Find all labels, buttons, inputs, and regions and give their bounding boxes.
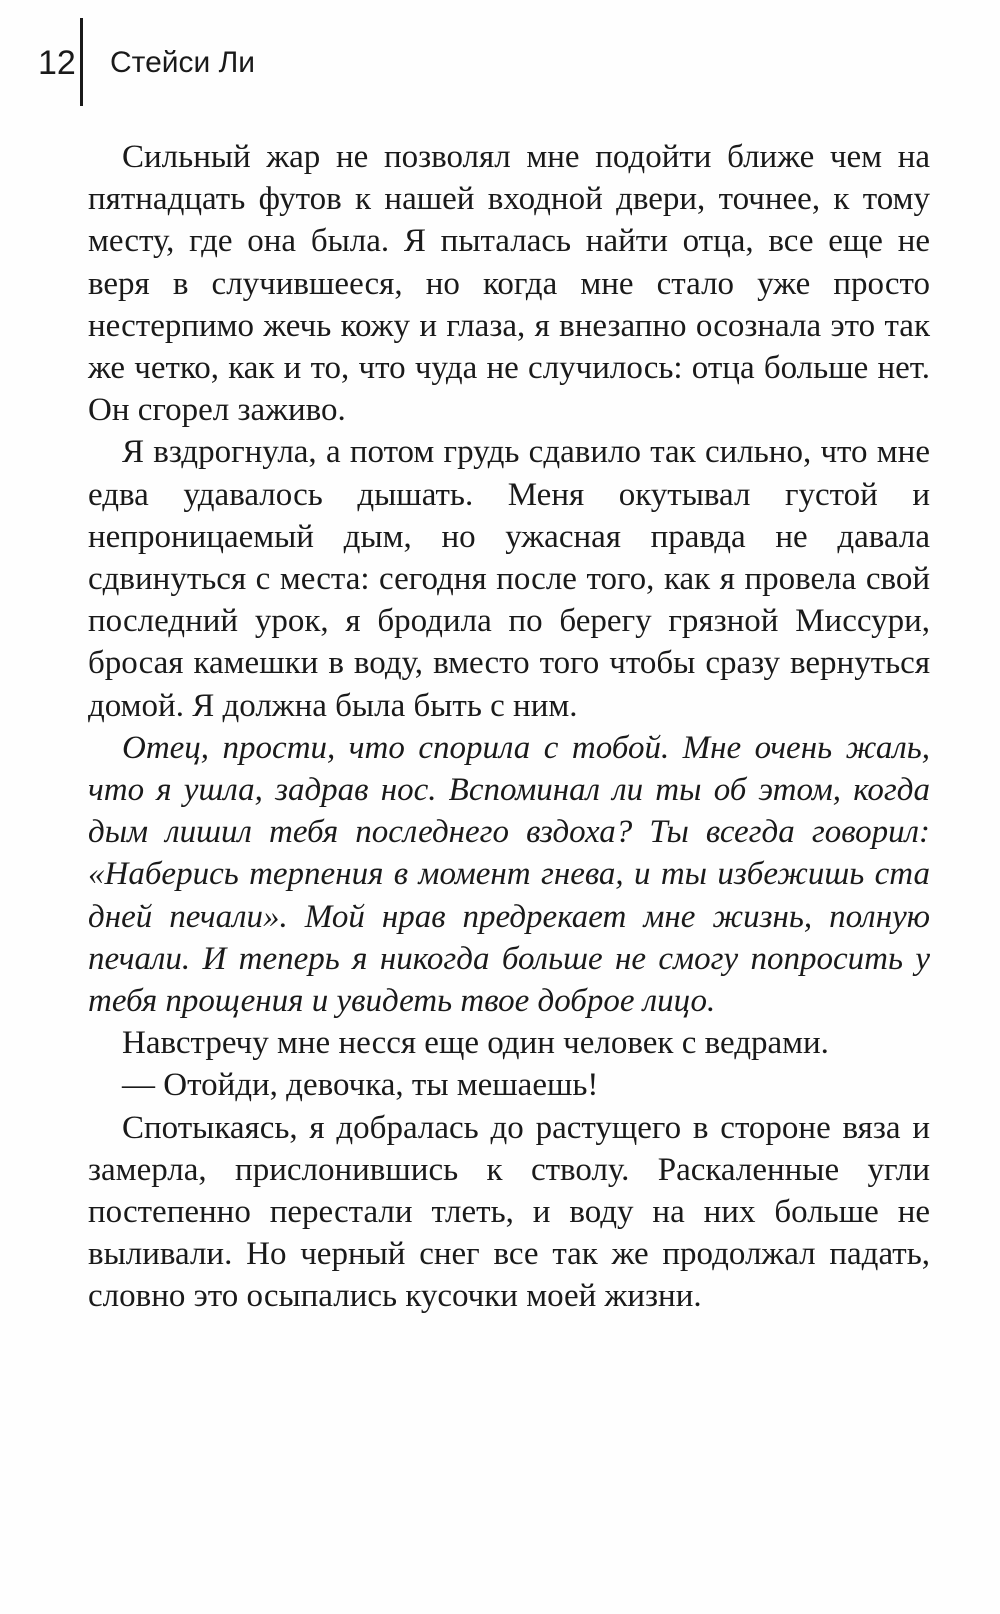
header-divider [80, 18, 83, 106]
paragraph: Я вздрогнула, а потом грудь сдавило так сильно, что мне едва удавалось дышать. Меня окутывал густой и непроницаемый дым, но ужасная правда не давала сдвинуться с места: сегодня после того, как я провела свой последний урок, я бродила по берегу грязной Миссури, бросая камешки в воду, вместо того чтобы сразу вернуться домой. Я должна была быть с ним. [88, 434, 930, 724]
paragraph: Спотыкаясь, я добралась до растущего в стороне вяза и замерла, прислонившись к стволу. Раскаленные угли постепенно перестали тлеть, и воду на них больше не выливали. Но черный снег все так же продолжал падать, словно это осыпались кусочки моей жизни. [88, 1109, 930, 1315]
italic-paragraph: Отец, прости, что спорила с тобой. Мне очень жаль, что я ушла, задрав нос. Вспоминал ли ты об этом, когда дым лишил тебя последнего вздоха? Ты всегда говорил: «Наберись терпения в момент гнева, и ты избежишь ста дней печали». Мой нрав предрекает мне жизнь, полную печали. И теперь я никогда больше не смогу попросить у тебя прощения и увидеть твое доброе лицо. [88, 729, 930, 1020]
body-text [88, 136, 930, 1318]
paragraph: Навстречу мне несся еще один человек с ведрами. [122, 1025, 829, 1062]
page-header [0, 18, 1000, 108]
paragraph: Сильный жар не позволял мне подойти ближе чем на пятнадцать футов к нашей входной двери, точнее, к тому месту, где она была. Я пыталась найти отца, все еще не веря в случившееся, но когда мне стало уже просто нестерпимо жечь кожу и глаза, я внезапно осознала это так же четко, как и то, что чуда не случилось: отца больше нет. Он сгорел заживо. [88, 139, 930, 429]
page-number: 12 [38, 44, 76, 82]
dialogue-line: — Отойди, девочка, ты мешаешь! [122, 1067, 599, 1104]
running-head-author: Стейси Ли [110, 46, 256, 79]
